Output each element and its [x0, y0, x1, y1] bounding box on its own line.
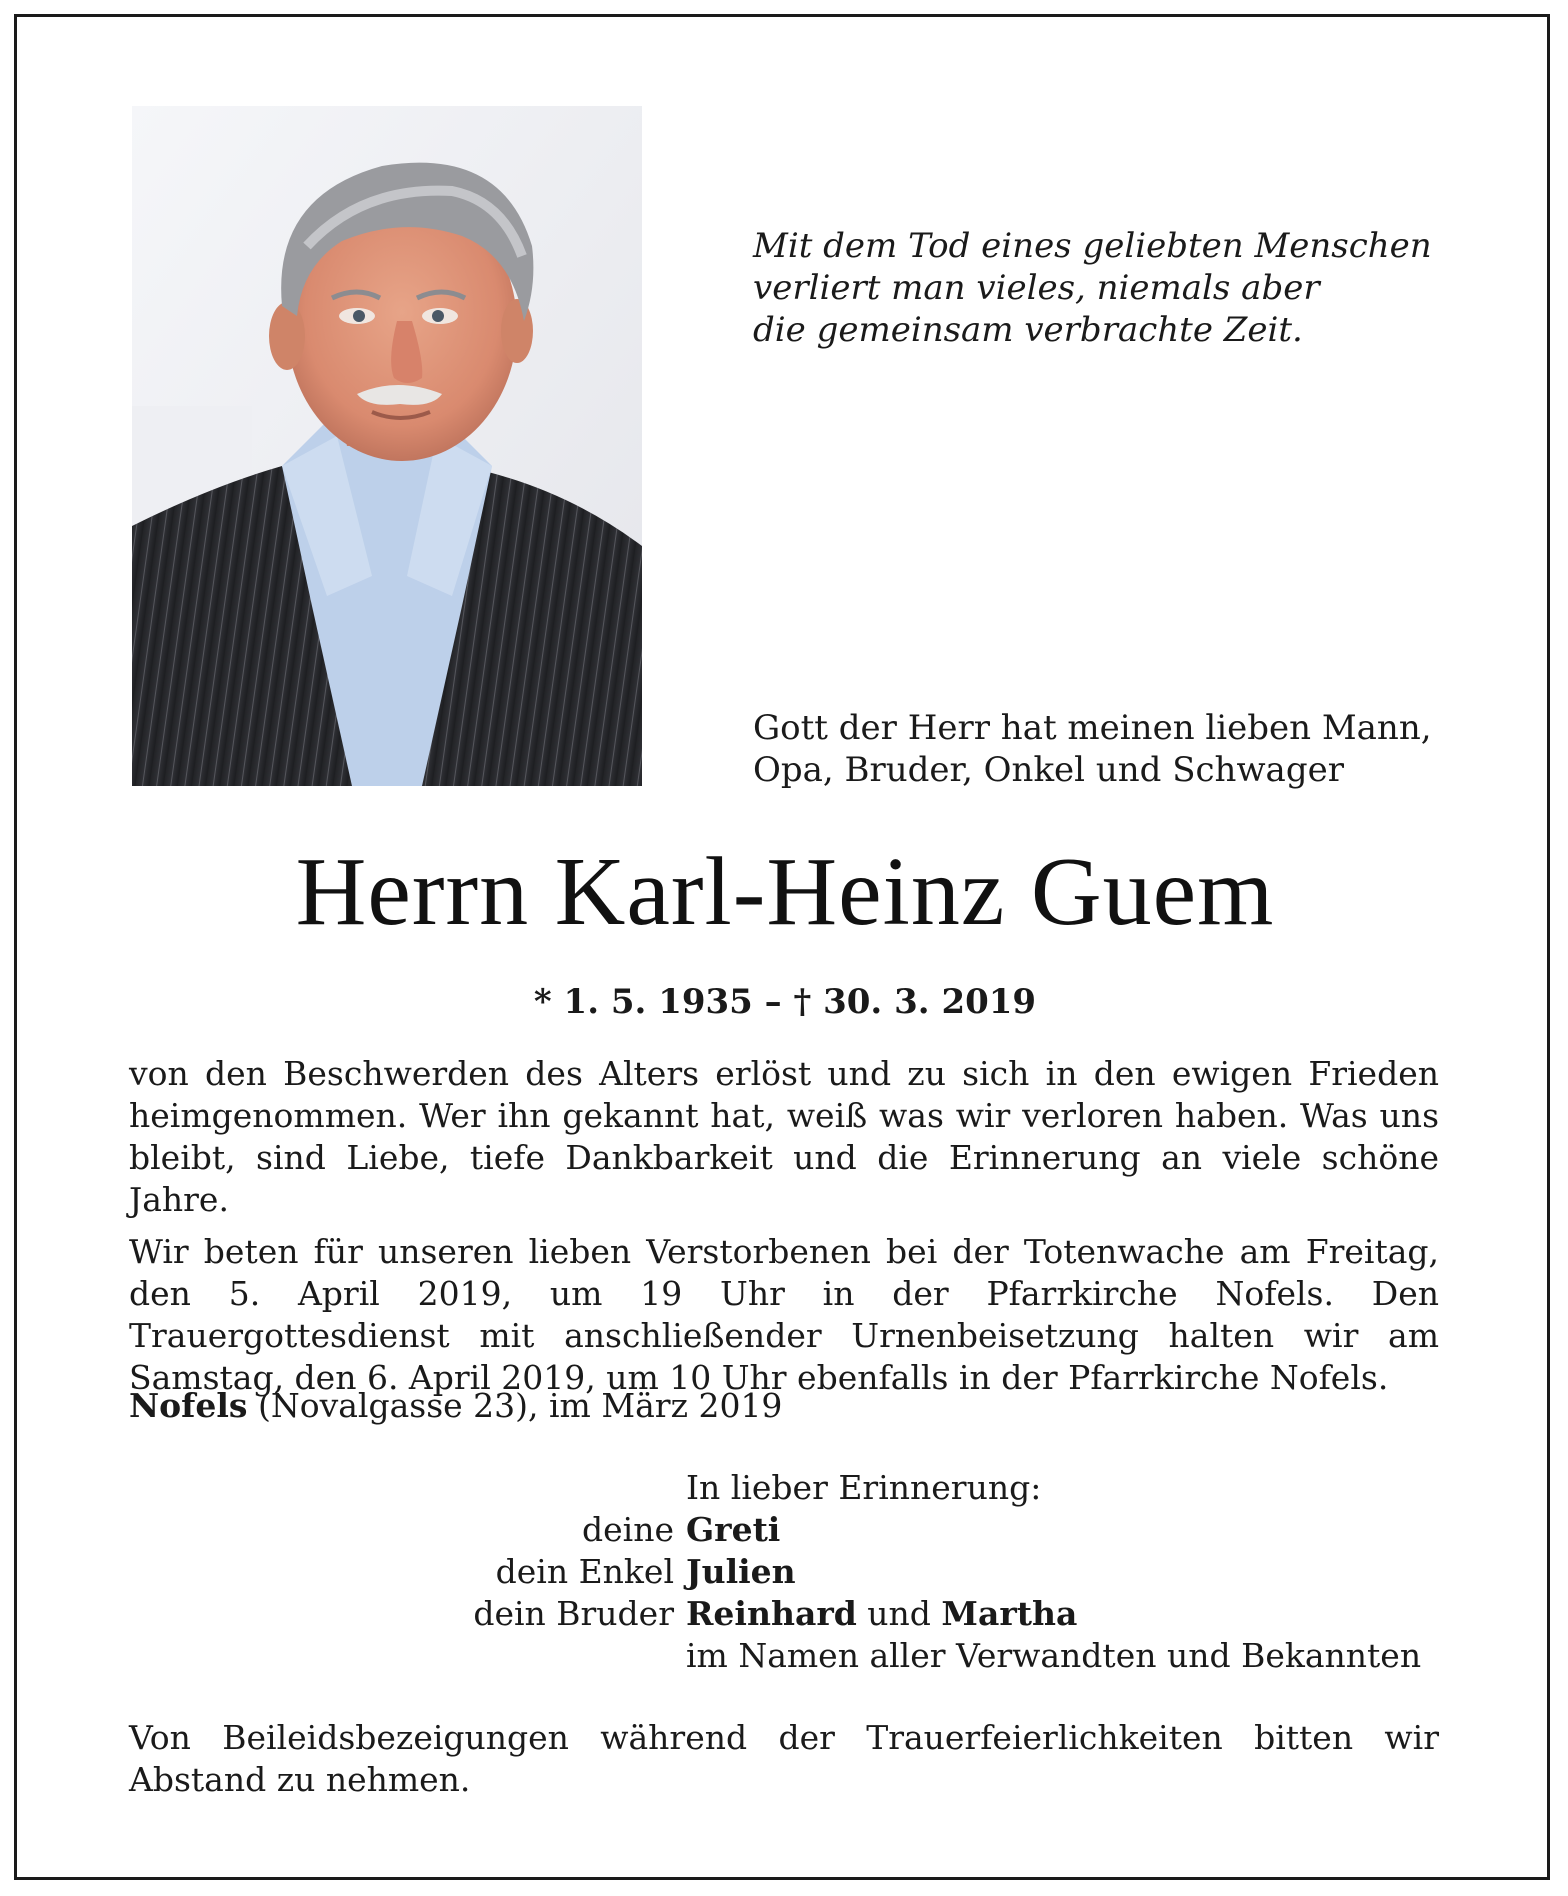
life-dates: * 1. 5. 1935 – † 30. 3. 2019 — [533, 982, 1037, 1022]
motto-quote — [753, 225, 1453, 351]
motto-line: Mit dem Tod eines geliebten Menschen — [753, 226, 1432, 266]
mourner-conjunction: und — [856, 1594, 942, 1633]
mourner-row — [129, 1593, 1439, 1635]
intro-line: Gott der Herr hat meinen lieben Mann, — [753, 708, 1432, 748]
intro-line: Opa, Bruder, Onkel und Schwager — [753, 750, 1344, 790]
place-address-date: (Novalgasse 23), im März 2019 — [247, 1386, 783, 1425]
mourner-relation: dein Enkel — [495, 1552, 674, 1591]
deceased-name: Herrn Karl-Heinz Guem — [295, 838, 1275, 946]
mourner-name: Julien — [686, 1552, 796, 1591]
mourners-header: In lieber Erinnerung: — [686, 1468, 1042, 1507]
mourner-row — [129, 1551, 1439, 1593]
motto-line: verliert man vieles, niemals aber — [753, 268, 1320, 308]
motto-line: die gemeinsam verbrachte Zeit. — [753, 310, 1303, 350]
mourner-name-secondary: Martha — [941, 1594, 1078, 1633]
mourner-name: Greti — [686, 1510, 781, 1549]
mourner-relation: dein Bruder — [473, 1594, 674, 1633]
body-paragraph: Wir beten für unseren lieben Verstorbenen bei der Totenwache am Freitag, den 5. April 2019, um 19 Uhr in der Pfarrkirche Nofels. Den Trauergottesdienst mit anschließender Urnenbeisetzung halten wir am Samstag, den 6. April 2019, um 10 Uhr ebenfalls in der Pfarrkirche Nofels. — [129, 1232, 1439, 1397]
obituary-body — [129, 1053, 1439, 1409]
body-paragraph: von den Beschwerden des Alters erlöst und zu sich in den ewigen Frieden heimgenommen. Wer ihn gekannt hat, weiß was wir verloren haben. Was uns bleibt, sind Liebe, tiefe Dankbarkeit und die Erinnerung an viele schöne Jahre. — [129, 1054, 1439, 1219]
closing-note: Von Beileidsbezeigungen während der Trauerfeierlichkeiten bitten wir Abstand zu nehmen. — [129, 1718, 1439, 1799]
portrait-illustration — [132, 106, 642, 786]
mourner-name: Reinhard — [686, 1594, 857, 1633]
obituary-notice — [14, 14, 1550, 1880]
mourner-relation: deine — [582, 1510, 674, 1549]
mourners-footer: im Namen aller Verwandten und Bekannten — [686, 1636, 1422, 1675]
mourner-row — [129, 1509, 1439, 1551]
place-town: Nofels — [129, 1386, 248, 1425]
place-date-line — [129, 1385, 782, 1427]
intro-text — [753, 707, 1493, 791]
portrait-photo — [132, 106, 642, 786]
mourners-block — [129, 1467, 1439, 1677]
